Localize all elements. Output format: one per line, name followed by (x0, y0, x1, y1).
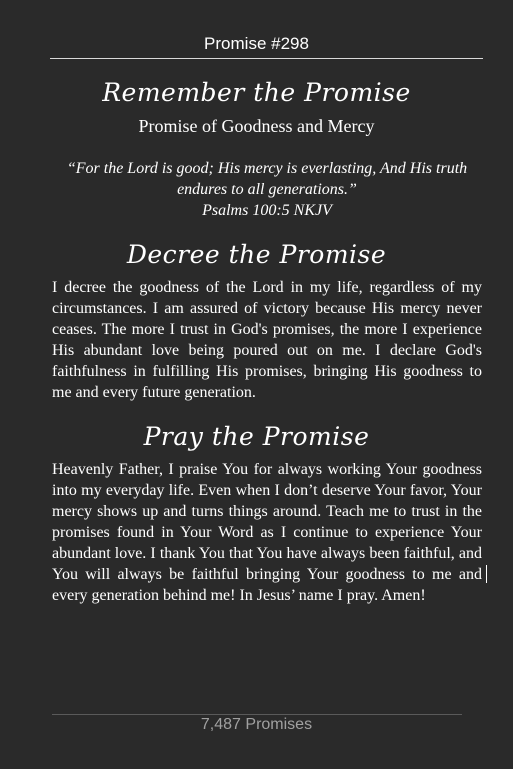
header-title: Promise #298 (204, 34, 309, 53)
decree-heading: Decree the Promise (126, 240, 387, 269)
header-divider (50, 58, 483, 59)
promise-subtitle: Promise of Goodness and Mercy (138, 116, 375, 136)
pray-paragraph: Heavenly Father, I praise You for always working Your goodness into my everyday life. Even when I don’t deserve Your favor, Your mercy shows up and turns things around. Teach me to trust in the promises found in Your Word as I continue to experience Your abundant love. I thank You that You have always been faithful, and You will always be faithful bringing Your goodness to me and every generation behind me! In Jesus’ name I pray. Amen! (52, 461, 482, 604)
text-cursor (486, 565, 487, 583)
pray-heading: Pray the Promise (143, 422, 370, 451)
verse-reference: Psalms 100:5 NKJV (202, 202, 332, 219)
promise-count[interactable]: 7,487 Promises (200, 716, 313, 733)
verse-text: “For the Lord is good; His mercy is everlasting, And His truth endures to all generations.” (66, 160, 468, 198)
footer-divider (52, 714, 462, 715)
decree-paragraph: I decree the goodness of the Lord in my life, regardless of my circumstances. I am assured of victory because His mercy never ceases. The more I trust in God's promises, the more I experience His abundant love being poured out on me. I declare God's faithfulness in fulfilling His promises, bringing His goodness to me and every future generation. (52, 279, 482, 401)
scripture-verse (52, 158, 482, 221)
remember-heading: Remember the Promise (102, 78, 411, 107)
